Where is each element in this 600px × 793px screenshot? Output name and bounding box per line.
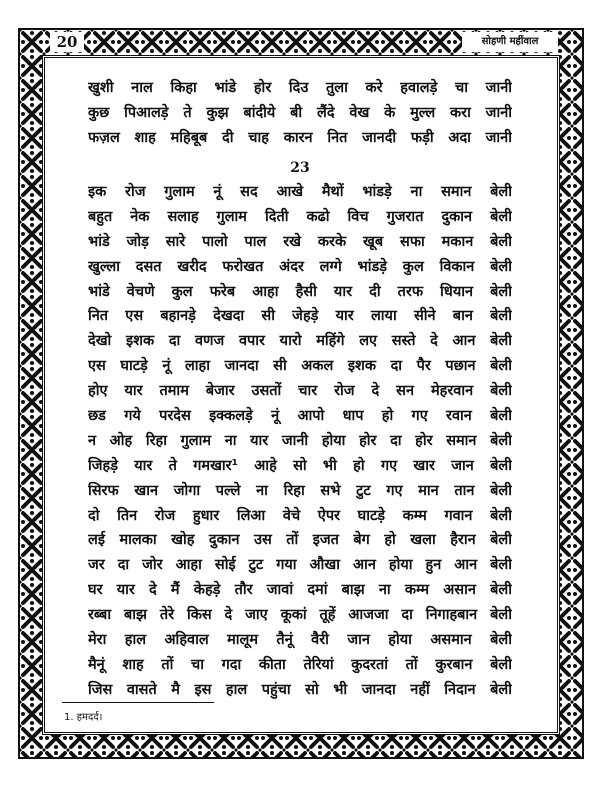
page-number: 20 bbox=[50, 32, 84, 52]
verse-line: होए यार तमाम बेजार उसतों चार रोज दे सन मेहरवान बेली bbox=[88, 383, 512, 400]
verse-line: भांडे जोड़ सारे पालो पाल रखे करके खूब सफा मकान बेली bbox=[88, 233, 512, 250]
section-number: 23 bbox=[290, 160, 310, 176]
verse-line: जिस वासते मै इस हाल पहुंचा सो भी जानदा नहीं निदान बेली bbox=[88, 681, 512, 698]
verse-line: देखो इशक दा वणज वपार यारो महिंगे लए सस्ते दे आन बेली bbox=[88, 333, 512, 350]
verse-line: दो तिन रोज हुधार लिआ वेचे ऐपर घाटड़े कम्म गवान बेली bbox=[88, 507, 512, 524]
footnote-rule bbox=[62, 702, 214, 703]
verse-line: लई मालका खोह दुकान उस तों इजत बेग हो खला हैरान बेली bbox=[88, 532, 512, 549]
running-title: सोहणी महींवाल bbox=[462, 32, 558, 52]
verse-line: घर यार दे मैं केहड़े तौर जावां दमां बाझ ना कम्म असान बेली bbox=[88, 582, 512, 599]
verse-line: सिरफ खान जोगा पल्ले ना रिहा सभे टुट गए मान तान बेली bbox=[88, 482, 512, 499]
stanza-top bbox=[88, 76, 512, 151]
verse-line: छड गये परदेस इक्कलड़े नूं आपो धाप हो गए रवान बेली bbox=[88, 408, 512, 425]
verse-line: नित एस बहानड़े देखदा सी जेहड़े यार लाया सीने बान बेली bbox=[88, 308, 512, 325]
verse-line: कुछ पिआलड़े ते कुझ बांदीये बी लैंदे वेख के मुल्ल करा जानी bbox=[88, 104, 512, 121]
verse-line: बहुत नेक सलाह गुलाम दिती कढो विच गुजरात दुकान बेली bbox=[88, 208, 512, 225]
verse-line: एस घाटड़े नूं लाहा जानदा सी अकल इशक दा पैर पछान बेली bbox=[88, 358, 512, 375]
verse-line: जर दा जोर आहा सोई टुट गया औखा आन होया हुन आन बेली bbox=[88, 557, 512, 574]
verse-line: इक रोज गुलाम नूं सद आखे मैथों भांडड़े ना समान बेली bbox=[88, 184, 512, 200]
verse-line: फज़ल शाह महिबूब दी चाह कारन नित जानदी फड़ी अदा जानी bbox=[88, 129, 512, 146]
verse-line: खुल्ला दसत खरीद फरोखत अंदर लग्गे भांडड़े कुल विकान बेली bbox=[88, 258, 512, 275]
verse-line: जिहड़े यार ते गमखार¹ आहे सो भी हो गए खार जान बेली bbox=[88, 457, 512, 474]
footnote: 1. हमदर्द। bbox=[64, 712, 103, 723]
verse-line: मेरा हाल अहिवाल मालूम तैनूं वैरी जान होया असमान बेली bbox=[88, 632, 512, 649]
verse-line: न ओह रिहा गुलाम ना यार जानी होया होर दा होर समान बेली bbox=[88, 432, 512, 449]
stanza-main bbox=[88, 180, 512, 703]
verse-line: खुशी नाल किहा भांडे होर दिउ तुला करे हवालड़े चा जानी bbox=[88, 80, 512, 96]
verse-line: रब्बा बाझ तेरे किस दे जाए कूकां तूहें आजजा दा निगाहबान बेली bbox=[88, 607, 512, 624]
verse-line: भांडे वेचणे कुल फरेब आहा हैसी यार दी तरफ धियान बेली bbox=[88, 283, 512, 300]
verse-line: मैनूं शाह तों चा गदा कीता तेरियां कुदरतां तों कुरबान बेली bbox=[88, 656, 512, 673]
